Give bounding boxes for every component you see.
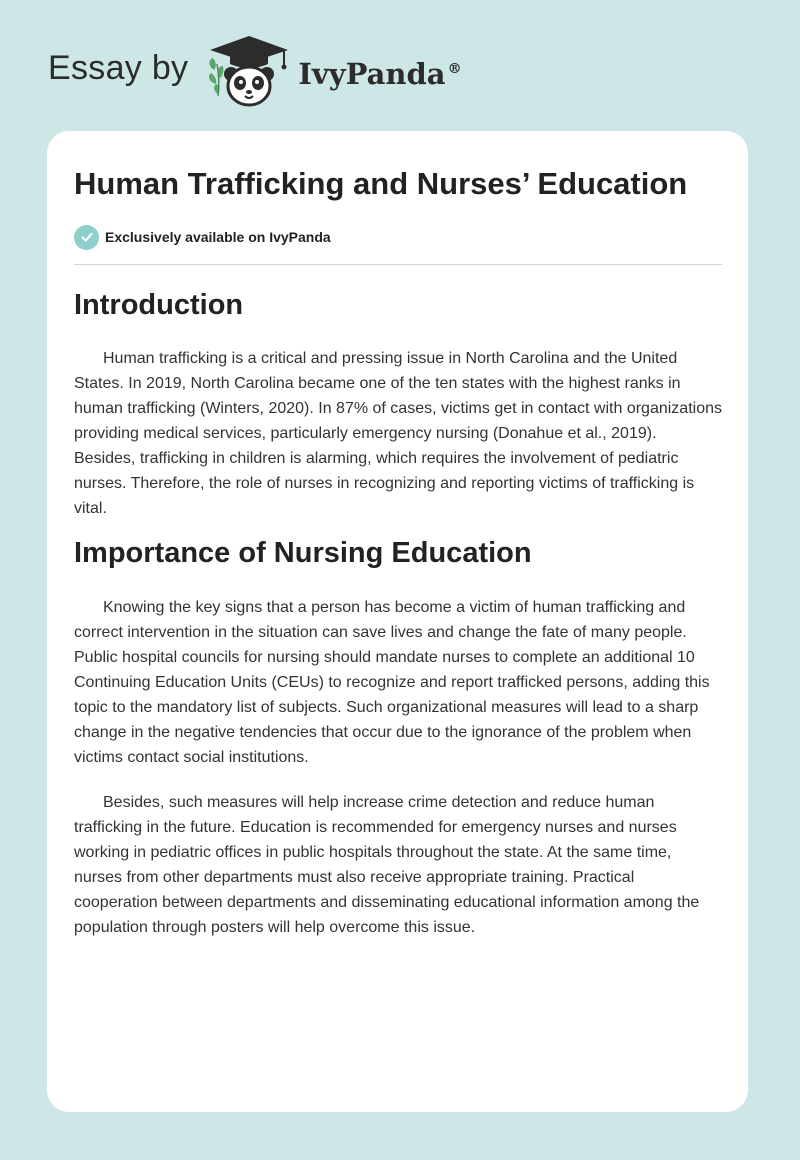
page-title: Human Trafficking and Nurses’ Education: [74, 166, 688, 201]
brand-prefix: Essay by: [48, 48, 189, 87]
exclusive-badge: [74, 222, 722, 252]
brand-header: [48, 34, 462, 110]
section-heading-introduction: Introduction: [74, 289, 244, 321]
brand-name: IvyPanda ®: [298, 57, 462, 91]
panda-logo-icon: [204, 34, 294, 110]
paragraph: Human trafficking is a critical and pressing issue in North Carolina and the United States. In 2019, North Carolina became one of the ten states with the highest ranks in human trafficking (Winters, 2020). In 87% of cases, victims get in contact with organizations providing medical services, particularly emergency nursing (Donahue et al., 2019). Besides, trafficking in children is alarming, which requires the involvement of pediatric nurses. Therefore, the role of nurses in recognizing and reporting victims of trafficking is vital.: [74, 350, 722, 517]
badge-text: Exclusively available on IvyPanda: [105, 229, 331, 245]
section-heading-importance: Importance of Nursing Education: [74, 537, 532, 569]
divider: [74, 264, 722, 265]
paragraph: Knowing the key signs that a person has become a victim of human trafficking and correct intervention in the situation can save lives and change the fate of many people. Public hospital councils for nursing should mandate nurses to complete an additional 10 Continuing Education Units (CEUs) to recognize and report trafficked persons, adding this topic to the mandatory list of subjects. Such organizational measures will lead to a sharp change in the negative tendencies that occur due to the ignorance of the problem when victims contact social institutions.: [74, 599, 710, 766]
essay-card: [47, 131, 748, 1112]
check-icon: [74, 225, 99, 250]
paragraph: Besides, such measures will help increase crime detection and reduce human trafficking in the future. Education is recommended for emergency nurses and nurses working in pediatric offices in public hospitals throughout the state. At the same time, nurses from other departments must also receive appropriate training. Practical cooperation between departments and disseminating educational information among the population through posters will help overcome this issue.: [74, 794, 700, 936]
registered-mark: ®: [447, 61, 462, 78]
